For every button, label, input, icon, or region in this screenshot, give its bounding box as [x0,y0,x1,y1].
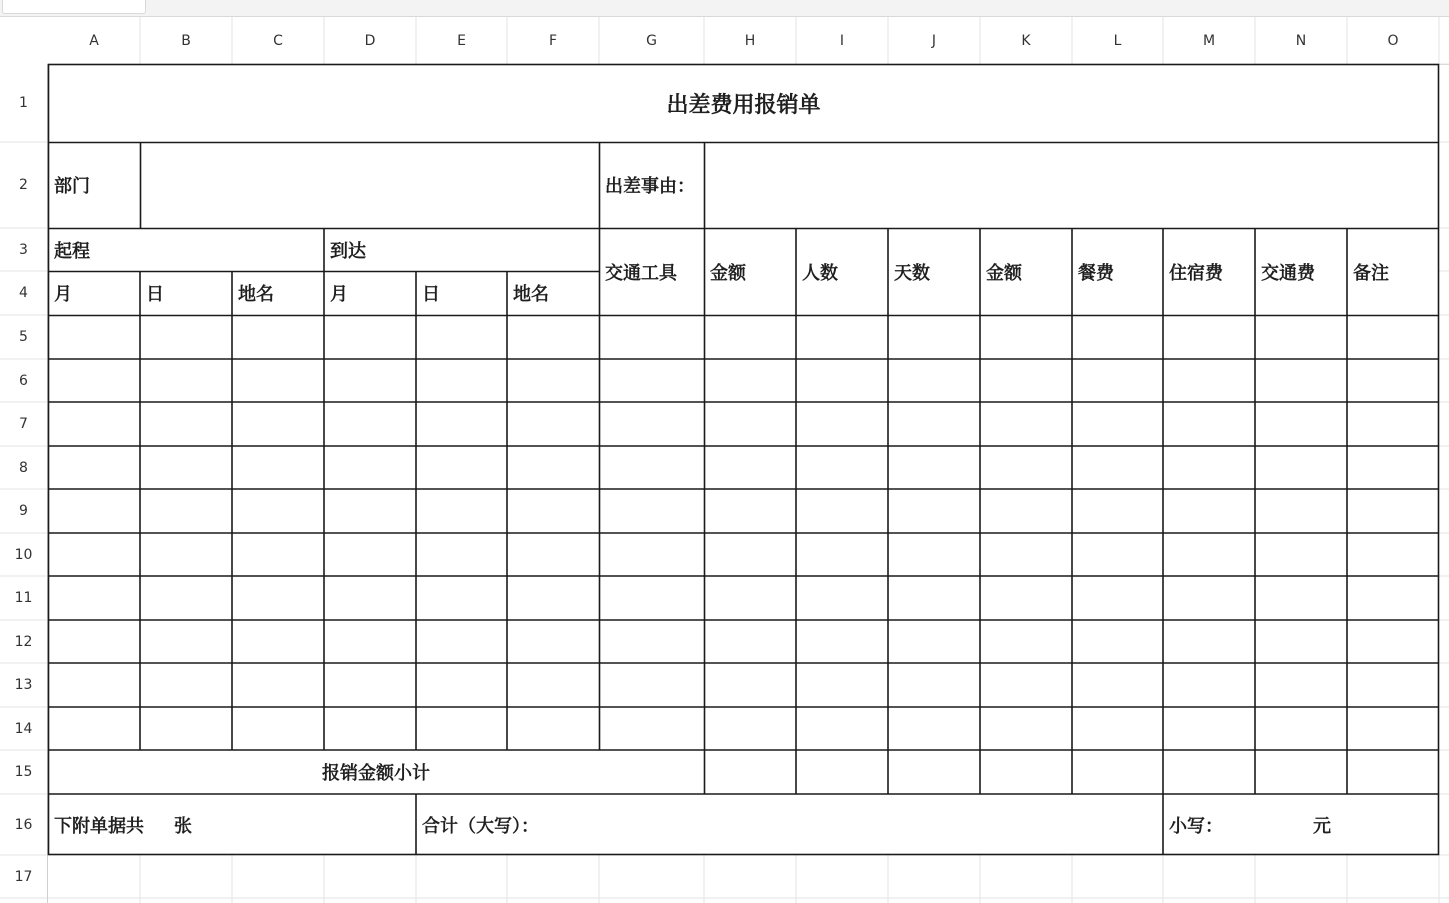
row-header-14[interactable]: 14 [14,720,33,737]
row-header-1[interactable]: 1 [19,95,28,111]
total-lowercase-label: 小写： [1169,815,1223,837]
row-header-13[interactable]: 13 [14,677,33,693]
form-title-cell[interactable]: 出差费用报销单 [666,92,821,118]
trip-reason-label-cell[interactable]: 出差事由： [605,176,695,197]
department-value-cell[interactable] [140,142,599,228]
lodging-header-cell[interactable]: 住宿费 [1169,262,1223,284]
total-lowercase-cell[interactable] [1163,794,1439,855]
arrive-day-header-cell[interactable]: 日 [422,284,440,305]
arrive-month-header-cell[interactable]: 月 [330,284,348,305]
column-header-o[interactable]: O [1387,32,1399,49]
row-header-bar [0,64,48,903]
department-label-cell[interactable]: 部门 [54,176,90,197]
trip-reason-value-cell[interactable] [704,142,1439,228]
formula-bar [0,0,1449,17]
column-header-j[interactable]: J [931,32,937,49]
row-header-12[interactable]: 12 [14,633,33,650]
depart-place-header-cell[interactable]: 地名 [238,284,274,305]
meal-header-cell[interactable]: 餐费 [1078,262,1114,284]
row-header-17[interactable]: 17 [14,869,33,885]
column-header-e[interactable]: E [457,32,466,49]
row-header-10[interactable]: 10 [14,546,33,563]
arrival-header-cell[interactable]: 到达 [330,240,366,262]
column-header-d[interactable]: D [364,32,376,49]
days-header-cell[interactable]: 天数 [894,262,930,284]
vehicle-header-cell[interactable]: 交通工具 [605,262,677,284]
row-header-6[interactable]: 6 [19,372,28,389]
row-header-16[interactable]: 16 [14,816,33,833]
column-header-f[interactable]: F [548,32,558,49]
yuan-label: 元 [1313,815,1331,837]
transport-amount-header-cell[interactable]: 金额 [710,262,746,284]
row-header-15[interactable]: 15 [14,764,33,780]
row-header-5[interactable]: 5 [19,329,28,345]
row-header-4[interactable]: 4 [19,285,28,301]
column-header-m[interactable]: M [1202,32,1216,49]
column-header-n[interactable]: N [1295,32,1307,49]
subtotal-label-cell[interactable]: 报销金额小计 [322,763,430,784]
total-uppercase-cell[interactable]: 合计（大写）： [422,815,539,837]
transport-fee-header-cell[interactable]: 交通费 [1261,262,1315,284]
name-box[interactable] [2,0,146,14]
depart-month-header-cell[interactable]: 月 [54,284,72,305]
column-header-b[interactable]: B [181,32,191,49]
departure-header-cell[interactable]: 起程 [54,240,90,262]
column-header-i[interactable]: I [839,32,845,49]
column-header-l[interactable]: L [1113,32,1122,49]
attachments-prefix: 下附单据共 [54,815,144,837]
attachments-count-cell[interactable] [48,794,416,855]
column-header-g[interactable]: G [646,32,657,49]
column-header-a[interactable]: A [89,32,99,49]
people-header-cell[interactable]: 人数 [802,262,838,284]
attachments-suffix: 张 [174,815,192,837]
column-header-bar [0,17,1449,65]
allowance-amount-header-cell[interactable]: 金额 [986,262,1022,284]
column-header-c[interactable]: C [273,32,283,49]
column-header-k[interactable]: K [1021,32,1031,49]
row-header-8[interactable]: 8 [19,459,28,476]
row-header-2[interactable]: 2 [19,177,28,193]
notes-header-cell[interactable]: 备注 [1353,262,1389,284]
arrive-place-header-cell[interactable]: 地名 [513,284,549,305]
row-header-3[interactable]: 3 [19,241,28,258]
row-header-7[interactable]: 7 [19,416,28,432]
row-header-11[interactable]: 11 [14,590,33,606]
column-header-h[interactable]: H [744,32,756,49]
row-header-9[interactable]: 9 [19,503,28,519]
depart-day-header-cell[interactable]: 日 [146,284,164,305]
